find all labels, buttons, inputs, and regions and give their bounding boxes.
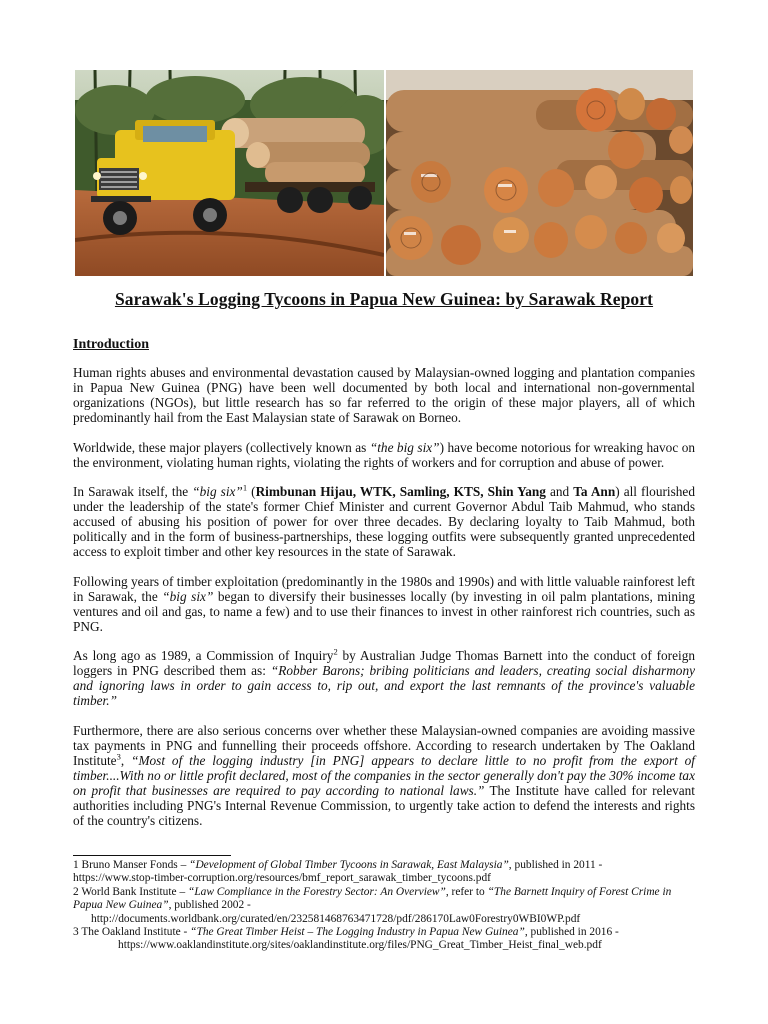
fn3-title: “The Great Timber Heist – The Logging Industry in Papua New Guinea” [190,926,525,939]
p6-text-a: Furthermore, there are also serious concerns over whether these Malaysian-owned companies are avoiding massive tax payments in PNG and funnelling their proceeds offshore. According to research undertaken by The Oakland Institute [73,722,695,768]
fn3-url-link[interactable]: https://www.oaklandinstitute.org/sites/oaklandinstitute.org/files/PNG_Great_Timber_Heist_final_web.pdf [118,939,602,952]
fn1-title: “Development of Global Timber Tycoons in Sarawak, East Malaysia” [189,859,509,871]
section-heading-introduction: Introduction [73,337,149,352]
p1-text: Human rights abuses and environmental devastation caused by Malaysian-owned logging and plantation companies in Papua New Guinea (PNG) have been well documented by both local and international non-governmental organizations (NGOs), but little research has so far referred to the origin of these major players, all of which predominantly hail from the East Malaysian state of Sarawak on Borneo. [73,365,695,426]
p2-text-a: Worldwide, these major players (collectively known as [73,439,370,455]
footnotes [73,859,703,953]
big-six-quote: “the big six” [369,439,440,455]
oakland-quote: “Most of the logging industry [in PNG] appears to declare little to no profit from the export of timber....With no or little profit declared, most of the companies in the sector generally don't pay the 30% income tax on profit that businesses are required to pay according to national laws.” [73,752,695,799]
fn3-published: , published in 2016 - [524,926,619,939]
fn2-url-link[interactable]: http://documents.worldbank.org/curated/en/232581468763471728/pdf/286170Law0Forestry0WBI0WP.pdf [91,912,581,925]
logging-truck-photo [75,70,384,276]
p6-text-c: The Institute have called for relevant authorities including PNG's Internal Revenue Commission, to urgently take action to defend the interests and rights of the country's citizens. [73,783,695,829]
paragraph-4 [73,574,695,634]
p3-and: and [545,483,574,499]
big-six-quote: “big six” [192,483,243,499]
fn1-source: 1 Bruno Manser Fonds – [73,859,190,871]
p2-text-b: ) have become notorious for wreaking havoc on the environment, violating human rights, violating the rights of workers and for corruption and abuse of power. [73,439,695,470]
p5-text-a: As long ago as 1989, a Commission of Inquiry [73,648,334,664]
paragraph-2 [73,440,695,470]
fn2-source: 2 World Bank Institute – [73,885,188,898]
fn2-refer: , refer to [445,885,488,898]
barnett-quote: “Robber Barons; bribing politicians and leaders, creating social disharmony and ignoring laws in order to gain access to, rip out, and export the last remnants of the province's valuable timber.” [73,663,695,709]
footnote-ref-2[interactable]: 2 [333,646,338,657]
fn1-published: , published in 2011 - [508,859,603,871]
footnote-ref-1[interactable]: 1 [242,482,248,493]
fn3-source: 3 The Oakland Institute - [73,926,191,939]
log-pile-photo [386,70,693,276]
footnote-2 [73,886,703,926]
paragraph-5 [73,648,695,708]
p5-text-b: by Australian Judge Thomas Barnett into the conduct of foreign loggers in PNG described them as: [73,648,695,679]
p3-text-b: ( [247,483,256,499]
footnote-divider [73,855,231,856]
company-names: Rimbunan Hijau, WTK, Samling, KTS, Shin Yang [255,483,546,499]
footnote-1 [73,859,703,886]
paragraph-1 [73,365,695,425]
paragraph-3 [73,484,695,559]
company-name-ta-ann: Ta Ann [573,483,616,499]
p4-text-a: Following years of timber exploitation (predominantly in the 1980s and 1990s) and with little valuable rainforest left in Sarawak, the [73,573,695,604]
p3-text-a: In Sarawak itself, the [73,483,193,499]
fn2-title-2: “The Barnett Inquiry of Forest Crime in Papua New Guinea” [73,885,672,912]
footnote-ref-3[interactable]: 3 [116,751,121,762]
p3-text-c: ) all flourished under the leadership of the state's former Chief Minister and current Governor Abdul Taib Mahmud, who stands accused of abusing his position of power for over three decades. By declaring loyalty to Taib Mahmud, both politically and in the form of business-partnerships, these logging outfits were subsequently granted unprecedented access to exploit timber and other key resources in the state of Sarawak. [73,483,695,560]
p4-text-b: began to diversify their businesses locally (by investing in oil palm plantations, mining ventures and oil and gas, to name a few) and to use their finances to invest in other rainforest rich countries, such as PNG. [73,588,695,634]
fn2-published: , published 2002 - [168,899,251,912]
footnote-3 [73,926,703,953]
p6-text-b: , [120,752,132,768]
document-title: Sarawak's Logging Tycoons in Papua New Guinea: by Sarawak Report [114,289,654,309]
fn1-url-link[interactable]: https://www.stop-timber-corruption.org/resources/bmf_report_sarawak_timber_tycoons.pdf [73,872,491,885]
fn2-title: “Law Compliance in the Forestry Sector: An Overview” [188,885,446,898]
paragraph-6 [73,723,695,829]
body-text [73,365,695,843]
big-six-quote: “big six” [162,588,214,604]
